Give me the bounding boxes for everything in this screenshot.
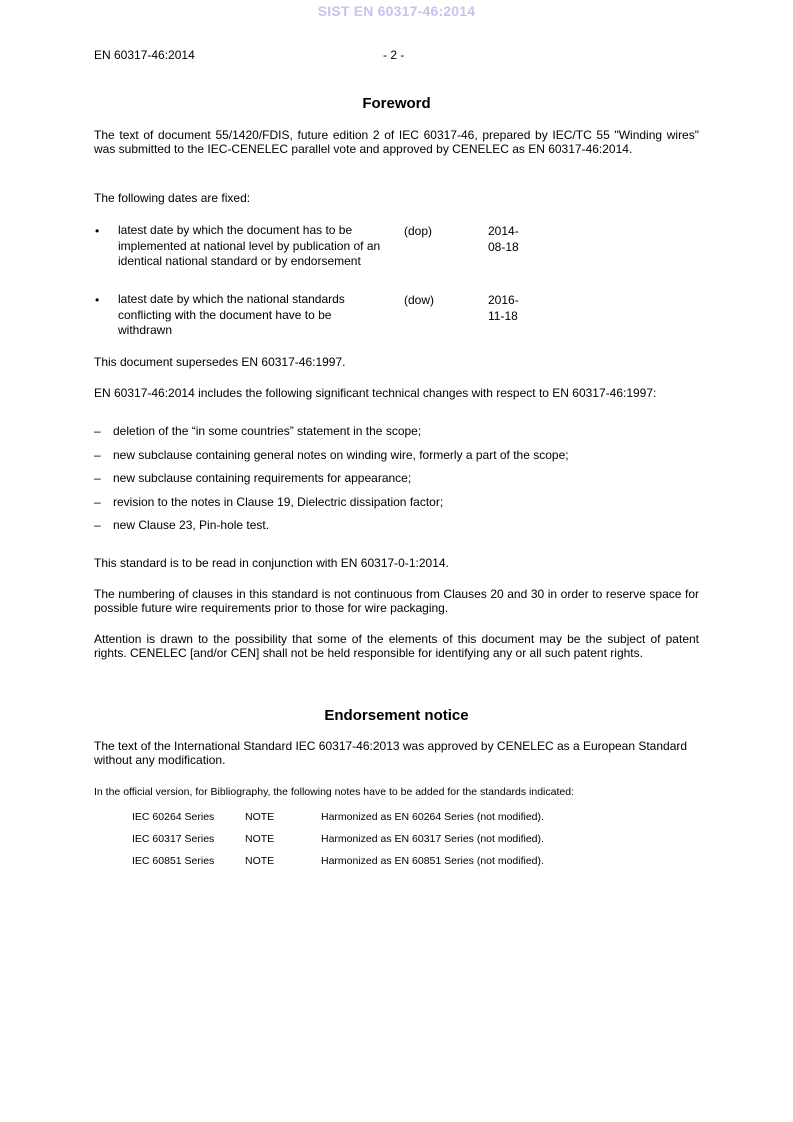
- bullet-icon: •: [95, 293, 100, 307]
- note-text: Harmonized as EN 60264 Series (not modified).: [321, 811, 544, 823]
- dash-icon: –: [94, 424, 101, 438]
- dash-icon: –: [94, 495, 101, 509]
- change-text: new subclause containing requirements for appearance;: [113, 471, 412, 485]
- document-id: EN 60317-46:2014: [94, 48, 195, 62]
- date-item-code: (dow): [404, 293, 435, 307]
- watermark: SIST EN 60317-46:2014: [317, 3, 476, 19]
- note-standard: IEC 60851 Series: [132, 855, 215, 867]
- page-number: - 2 -: [383, 48, 405, 62]
- note-text: Harmonized as EN 60317 Series (not modified).: [321, 833, 544, 845]
- endorsement-title: Endorsement notice: [324, 707, 469, 724]
- dash-icon: –: [94, 518, 101, 532]
- dates-intro: The following dates are fixed:: [94, 191, 251, 205]
- note-standard: IEC 60317 Series: [132, 833, 215, 845]
- note-label: NOTE: [245, 855, 275, 867]
- changes-intro: EN 60317-46:2014 includes the following significant technical changes with respect to EN 60317-46:1997:: [94, 386, 657, 400]
- foreword-intro: The text of document 55/1420/FDIS, future edition 2 of IEC 60317-46, prepared by IEC/TC 55 "Winding wires" was submitted to the IEC-CENELEC parallel vote and approved by CENELEC as EN 60317-46:2014.: [94, 128, 699, 156]
- dash-icon: –: [94, 471, 101, 485]
- change-text: new subclause containing general notes on winding wire, formerly a part of the scope;: [113, 448, 569, 462]
- supersedes-text: This document supersedes EN 60317-46:1997.: [94, 355, 346, 369]
- endorsement-text: The text of the International Standard IEC 60317-46:2013 was approved by CENELEC as a European Standard without any modification.: [94, 739, 688, 767]
- date-item-date: 2016-11-18: [488, 293, 519, 323]
- dash-icon: –: [94, 448, 101, 462]
- notes-intro: In the official version, for Bibliography, the following notes have to be added for the standards indicated:: [94, 786, 574, 798]
- conjunction-text: This standard is to be read in conjunction with EN 60317-0-1:2014.: [94, 556, 449, 570]
- bullet-icon: •: [95, 224, 100, 238]
- date-item-text: latest date by which the national standards conflicting with the document have to be withdrawn: [118, 292, 345, 337]
- note-text: Harmonized as EN 60851 Series (not modified).: [321, 855, 544, 867]
- date-item-date: 2014-08-18: [488, 224, 519, 254]
- date-item-code: (dop): [404, 224, 433, 238]
- note-label: NOTE: [245, 833, 275, 845]
- note-label: NOTE: [245, 811, 275, 823]
- note-standard: IEC 60264 Series: [132, 811, 215, 823]
- foreword-title: Foreword: [362, 95, 431, 112]
- numbering-text: The numbering of clauses in this standard is not continuous from Clauses 20 and 30 in order to reserve space for possible future wire requirements prior to those for wire packaging.: [94, 587, 699, 615]
- change-text: revision to the notes in Clause 19, Dielectric dissipation factor;: [113, 495, 444, 509]
- patent-text: Attention is drawn to the possibility that some of the elements of this document may be the subject of patent rights. CENELEC [and/or CEN] shall not be held responsible for identifying any or all such patent rights.: [94, 632, 699, 660]
- change-text: new Clause 23, Pin-hole test.: [113, 518, 270, 532]
- change-text: deletion of the “in some countries” statement in the scope;: [113, 424, 422, 438]
- date-item-text: latest date by which the document has to be implemented at national level by publication of an identical national standard or by endorsement: [118, 223, 381, 268]
